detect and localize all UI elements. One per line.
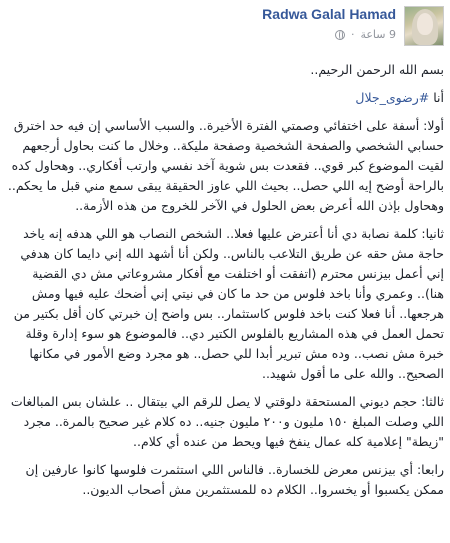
paragraph-4: رابعا: أي بيزنس معرض للخسارة.. فالناس اللي استثمرت فلوسها كانوا عارفين إن ممكن يكسبوا أو يخسروا.. الكلام ده للمستثمرين مش أصحاب الديون.. bbox=[25, 462, 444, 497]
globe-icon[interactable] bbox=[335, 30, 345, 40]
paragraph-2: ثانيا: كلمة نصابة دي أنا أعترض عليها فعلا.. الشخص النصاب هو اللي هدفه إنه ياخد حاجة مش حقه عن طريق التلاعب بالناس.. ولكن أنا أشهد الله إني دايما كان هدفي إني أعمل بيزنس محترم (اتفقت أو اختلفت مع أفكار مشروعاتي مش دي القضية هنا).. وعمري وأنا باخد فلوس من حد ما كان في نيتي إني أضحك عليه فيها ومش هرجعها.. أنا فعلا كنت باخد فلوس كاستثمار.. بس واضح إن خبرتي كان أقل بكتير من تحمل العمل في هذه المشاريع بالفلوس الكتير دي.. فالموضوع هو سوء إدارة وقلة خبرة مش نصب.. وده مش تبرير أبدا للي حصل.. هو مجرد وضع الأمور في مكانها الصحيح.. والله على ما أقول شهيد.. bbox=[13, 226, 444, 381]
timestamp-link[interactable]: 9 ساعة bbox=[360, 28, 396, 41]
paragraph-3: ثالثا: حجم ديوني المستحقة دلوقتي لا يصل للرقم الي بيتقال .. علشان بس المبالغات اللي وصلت المبلغ ١٥٠ مليون و٢٠٠ مليون جنيه.. ده كلام غير صحيح بالمرة.. مجرد "زيطة" إعلامية كله عمال ينفخ فيها ويحط من عنده أي كلام.. bbox=[10, 394, 444, 449]
hashtag-prefix: أنا bbox=[429, 90, 444, 105]
post-hashtag-line bbox=[6, 88, 444, 108]
author-name-link[interactable]: Radwa Galal Hamad bbox=[262, 6, 396, 22]
post-opening: بسم الله الرحمن الرحيم.. bbox=[310, 62, 444, 77]
post-body bbox=[6, 60, 444, 508]
avatar-face bbox=[417, 13, 433, 35]
paragraph-1: أولا: أسفة على اختفائي وصمتي الفترة الأخيرة.. والسبب الأساسي إن فيه حد اخترق حسابي الشخصي والصفحة الشخصية وصفحة مليكة.. وخلال ما كنت بحاول أرجعهم لقيت الموضوع كبر قوي.. فقعدت بس شوية آخد نفسي وارتب أفكاري.. وهحاول كده بالراحة أوضح إيه اللي حصل.. بحيث اللي عاوز الحقيقة يبقى سمع مني قبل ما يحكم.. وهحاول بإذن الله أعرض بعض الحلول في الآخر للخروج من هذه الأزمة.. bbox=[7, 118, 444, 213]
hashtag-link[interactable]: #رضوى_جلال bbox=[355, 90, 430, 105]
avatar[interactable] bbox=[404, 6, 444, 46]
post-meta bbox=[335, 28, 396, 41]
separator-dot: · bbox=[350, 28, 355, 41]
post-header bbox=[0, 0, 450, 62]
